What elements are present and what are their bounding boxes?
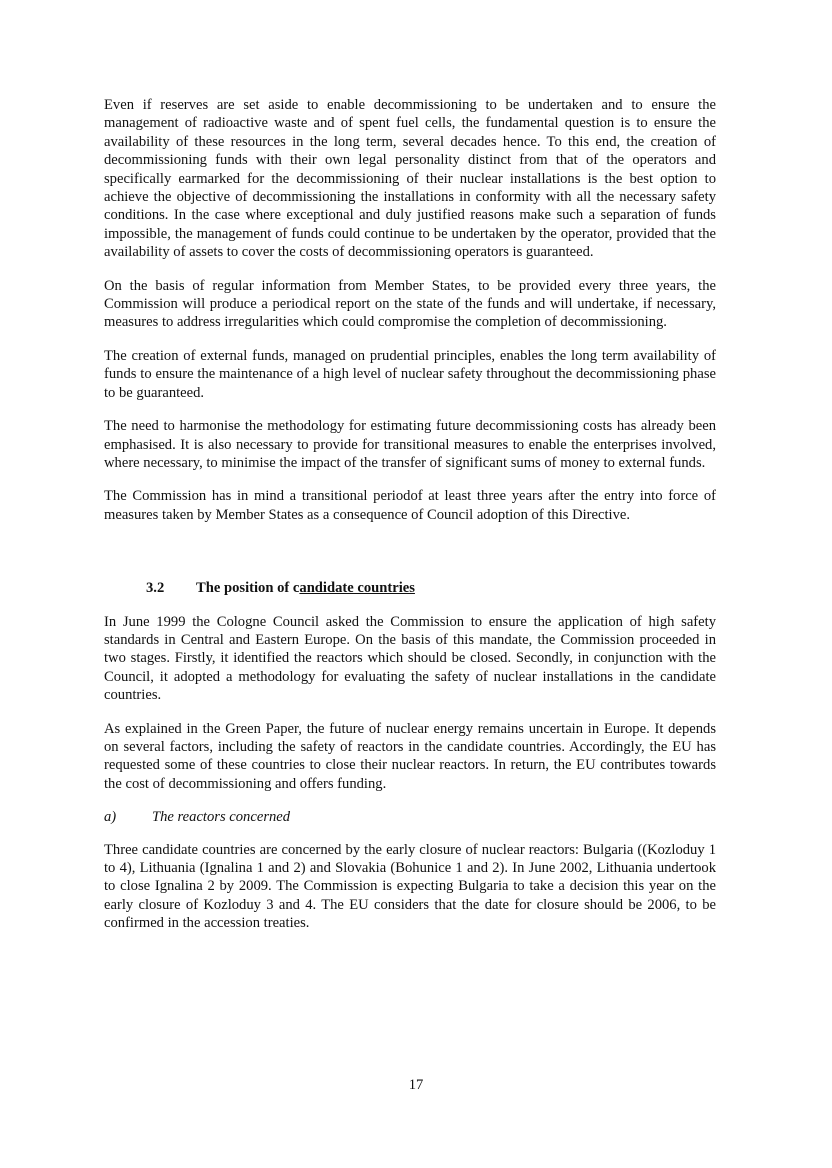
document-page (104, 96, 716, 948)
section-title: The position of c (196, 580, 300, 597)
subsection-label: a) (104, 809, 117, 826)
page-number: 17 (408, 1077, 424, 1093)
subsection-heading (104, 808, 716, 826)
section-title-underlined: andidate countries (299, 580, 415, 597)
body-paragraph: As explained in the Green Paper, the future of nuclear energy remains uncertain in Europe. It depends on several factors, including the safety of reactors in the candidate countries. Accordingly, the EU has requested some of these countries to close their nuclear reactors. In return, the EU contributes towards the cost of decommissioning and offers funding. (104, 720, 716, 792)
body-paragraph: On the basis of regular information from Member States, to be provided every three years, the Commission will produce a periodical report on the state of the funds and will undertake, if necessary, measures to address irregularities which could compromise the completion of decommissioning. (104, 277, 716, 331)
section-number: 3.2 (146, 580, 165, 597)
body-paragraph: In June 1999 the Cologne Council asked the Commission to ensure the application of high safety standards in Central and Eastern Europe. On the basis of this mandate, the Commission proceeded in two stages. Firstly, it identified the reactors which should be closed. Secondly, in conjunction with the Council, it adopted a methodology for evaluating the safety of nuclear installations in the candidate countries. (104, 613, 716, 704)
subsection-title: The reactors concerned (152, 809, 291, 826)
body-paragraph: The Commission has in mind a transitional periodof at least three years after the entry into force of measures taken by Member States as a consequence of Council adoption of this Directive. (104, 488, 716, 523)
body-paragraph: Three candidate countries are concerned by the early closure of nuclear reactors: Bulgaria ((Kozloduy 1 to 4), Lithuania (Ignalina 1 and 2) and Slovakia (Bohunice 1 and 2). In June 2002, Lithuania undertook to close Ignalina 2 by 2009. The Commission is expecting Bulgaria to take a decision this year on the early closure of Kozloduy 3 and 4. The EU considers that the date for closure should be 2006, to be confirmed in the accession treaties. (104, 841, 716, 932)
body-paragraph: The creation of external funds, managed on prudential principles, enables the long term availability of funds to ensure the maintenance of a high level of nuclear safety throughout the decommissioning phase to be guaranteed. (104, 347, 716, 401)
body-paragraph: Even if reserves are set aside to enable decommissioning to be undertaken and to ensure the management of radioactive waste and of spent fuel cells, the fundamental question is to ensure the availability of these resources in the long term, several decades hence. To this end, the creation of decommissioning funds with their own legal personality distinct from that of the operators and specifically earmarked for the decommissioning of their nuclear installations is the best option to achieve the objective of decommissioning the installations in conformity with all the necessary safety conditions. In the case where exceptional and duly justified reasons make such a separation of funds impossible, the management of funds could continue to be undertaken by the operator, provided that the availability of assets to cover the costs of decommissioning operators is guaranteed. (104, 97, 716, 261)
section-heading (104, 579, 716, 597)
body-paragraph: The need to harmonise the methodology for estimating future decommissioning costs has already been emphasised. It is also necessary to provide for transitional measures to enable the enterprises involved, where necessary, to minimise the impact of the transfer of significant sums of money to external funds. (104, 418, 716, 471)
